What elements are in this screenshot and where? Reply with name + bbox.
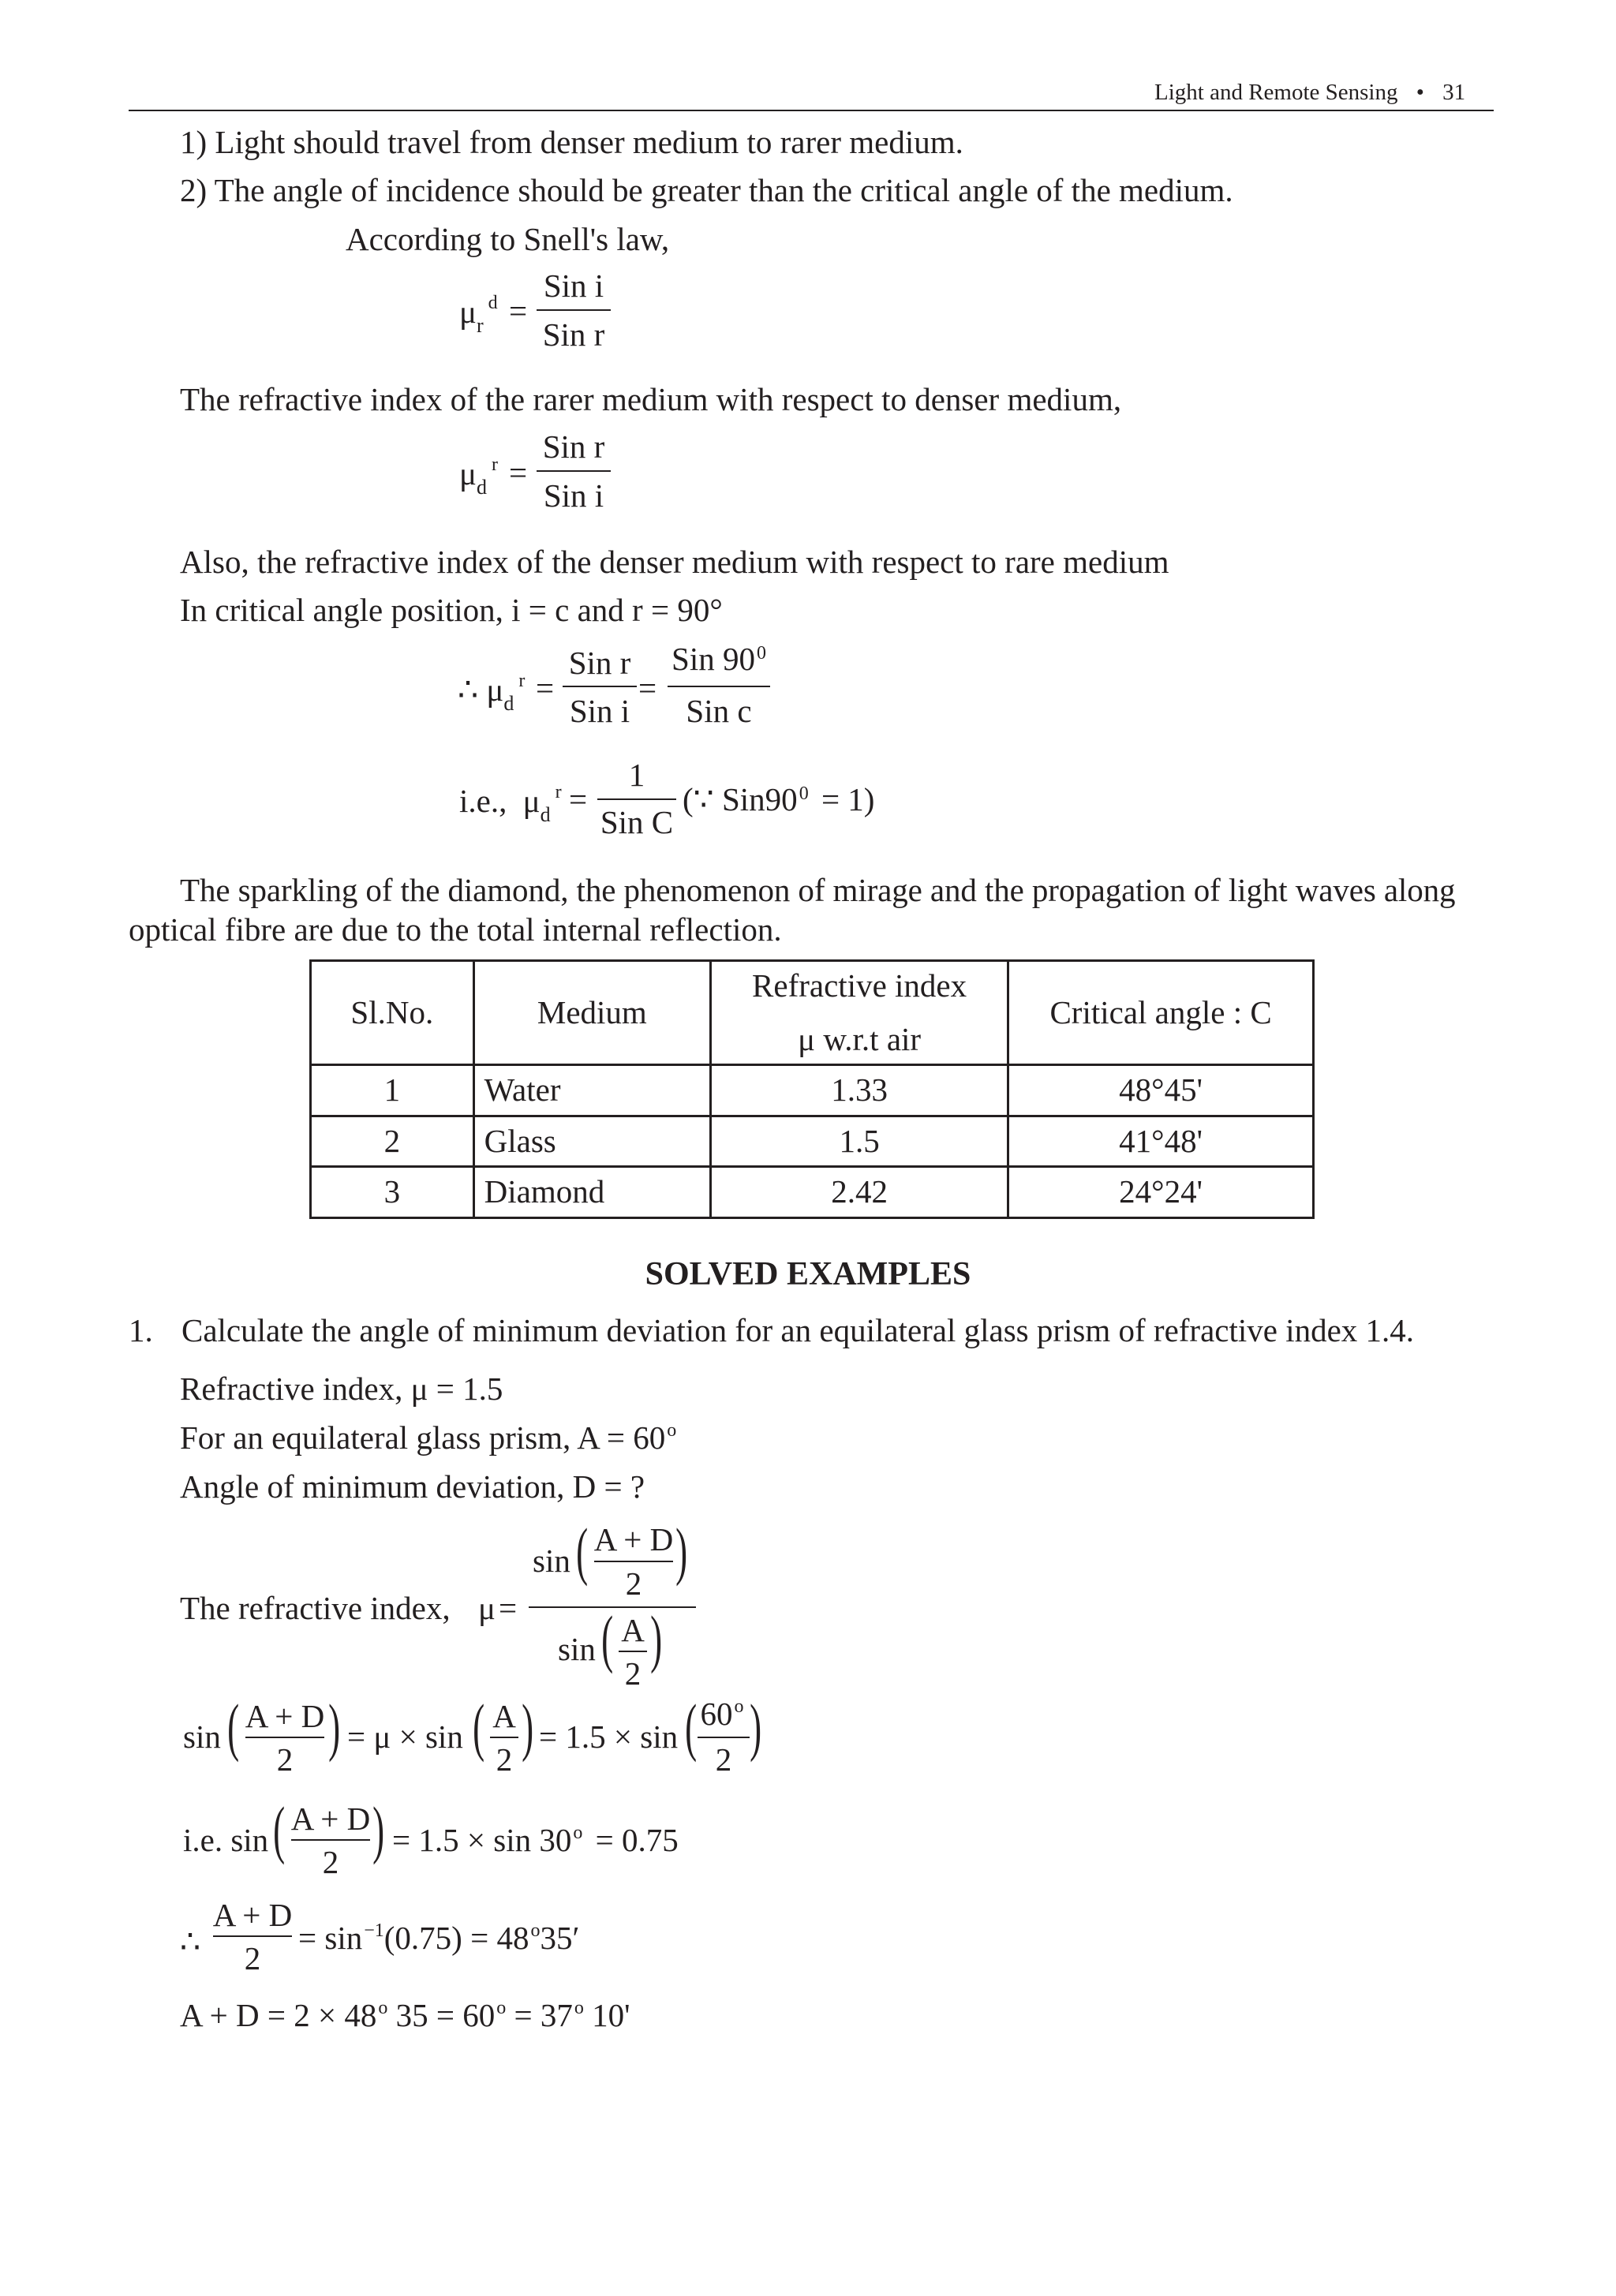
step1-bar-1 [245,1737,324,1738]
formula-num-bar [594,1561,673,1562]
refractive-index-table [309,959,1315,1219]
eq3-denominator-1: Sin i [569,693,630,729]
step3-bar [213,1935,292,1937]
step1-rparen-3: ) [750,1691,762,1763]
step2-deg: o [573,1823,583,1843]
step3-deg: o [530,1920,541,1941]
snell-intro: According to Snell's law, [346,221,670,257]
given-prism-angle [180,1419,677,1456]
formula-den-rparen: ) [650,1602,663,1674]
eq3-equals-1: = [536,670,555,706]
eq4-numerator: 1 [628,757,645,793]
step2-rhs-a: = 1.5 × sin 30 [392,1822,572,1858]
step3-inv: −1 [364,1920,384,1941]
cell-medium: Glass [473,1116,710,1167]
eq3-fraction-bar-2 [668,686,770,687]
header-sl-no: Sl.No. [311,961,474,1065]
eq3-sup: r [518,671,526,691]
eq4-mu: μ [522,783,541,819]
step2-two: 2 [322,1844,339,1880]
step1-sixty-text: 60 [700,1696,733,1732]
sparkling-text-line1: The sparkling of the diamond, the phenomenon of mirage and the propagation of light waves along [180,872,1456,908]
also-text: Also, the refractive index of the denser medium with respect to rare medium [180,544,1169,580]
sparkling-text-line2: optical fibre are due to the total internal reflection. [129,911,782,948]
table-header-row [311,961,1314,1065]
formula-den-sin: sin [558,1631,596,1667]
step3-rhs-b: (0.75) = 48 [383,1920,529,1956]
table-row [311,1167,1314,1218]
eq4-note-sup: 0 [799,783,809,804]
step1-two-1: 2 [276,1741,294,1778]
formula-den-bar [619,1651,647,1652]
step1-bar-3 [698,1737,750,1738]
step1-lparen-3: ( [685,1691,698,1763]
critical-position-text: In critical angle position, i = c and r = 90° [180,592,723,628]
step1-sixty-deg: o [734,1696,744,1717]
step1-apd: A + D [245,1698,325,1734]
cell-angle: 48°45' [1008,1065,1314,1116]
formula-num-rparen: ) [675,1515,688,1587]
step3-therefore: ∴ [180,1924,201,1960]
final-result [180,1999,630,2032]
eq1-sub: r [476,314,484,337]
eq3-num2-sup: 0 [756,643,766,664]
running-title: Light and Remote Sensing [1154,80,1398,105]
step1-bar-2 [490,1737,518,1738]
eq2-sub: d [476,476,487,499]
cell-sl: 1 [311,1065,474,1116]
step1-rparen-2: ) [522,1691,534,1763]
eq3-therefore: ∴ [458,671,479,708]
eq4-note [683,783,874,816]
step2-rparen: ) [372,1793,385,1865]
step3-apd: A + D [212,1897,293,1933]
cell-medium: Water [473,1065,710,1116]
step2-prefix: i.e. sin [183,1822,269,1858]
eq1-mu: μ [459,294,477,330]
header-rule [129,110,1494,111]
step1-lparen-1: ( [227,1691,240,1763]
cell-angle: 24°24' [1008,1167,1314,1218]
eq3-equals-2: = [638,670,657,706]
eq4-note-open: (∵ Sin90 [683,781,798,817]
eq3-num2-text: Sin 90 [671,641,755,677]
eq2-numerator: Sin r [542,428,605,465]
formula-num-apd: A + D [593,1521,674,1557]
final-o2: o [496,1998,507,2018]
eq4-equals: = [569,781,588,817]
formula-mu: μ [478,1590,496,1626]
step1-two-3: 2 [715,1741,732,1778]
condition-1: 1) Light should travel from denser medium to rarer medium. [180,124,963,160]
eq3-sub: d [503,692,514,715]
eq3-numerator-1: Sin r [568,645,631,681]
running-header [1154,81,1465,104]
eq4-denominator: Sin C [600,804,674,840]
step1-15-sin: = 1.5 × sin [539,1718,679,1755]
final-d: 10' [583,1997,630,2033]
table-row [311,1065,1314,1116]
eq4-sup: r [555,782,562,802]
given-deviation: Angle of minimum deviation, D = ? [180,1468,645,1505]
header-ri-line2: μ w.r.t air [798,1020,922,1057]
header-ri-line1: Refractive index [752,967,967,1004]
step2-rhs-b: = 0.75 [595,1822,679,1858]
cell-medium: Diamond [473,1167,710,1218]
cell-ri: 2.42 [711,1167,1008,1218]
formula-num-sin: sin [533,1543,570,1579]
rare-medium-text: The refractive index of the rarer medium with respect to denser medium, [180,381,1122,417]
formula-den-lparen: ( [601,1602,614,1674]
step2-apd: A + D [290,1801,371,1837]
step3-rhs-a: = sin [298,1920,363,1956]
eq1-sup: d [488,293,498,313]
step2-bar [291,1839,370,1841]
cell-angle: 41°48' [1008,1116,1314,1167]
eq2-equals: = [509,454,528,491]
cell-ri: 1.33 [711,1065,1008,1116]
eq1-fraction-bar [537,309,611,311]
step3-rhs [298,1922,579,1954]
final-b: 35 = 60 [387,1997,496,2033]
solved-examples-heading: SOLVED EXAMPLES [645,1256,971,1292]
step2-rhs [392,1824,679,1857]
eq4-prefix: i.e., [459,783,507,819]
step1-two-2: 2 [496,1741,513,1778]
eq3-numerator-2 [668,643,770,675]
final-c: = 37 [506,1997,573,2033]
condition-2: 2) The angle of incidence should be greater than the critical angle of the medium. [180,172,1233,208]
formula-num-lparen: ( [576,1515,589,1587]
formula-label: The refractive index, [180,1590,451,1626]
step1-rparen-1: ) [328,1691,341,1763]
example-number: 1. [129,1312,153,1348]
final-a: A + D = 2 × 48 [180,1997,377,2033]
header-critical-angle: Critical angle : C [1008,961,1314,1065]
eq3-fraction-bar-1 [563,686,637,687]
step1-lparen-2: ( [473,1691,485,1763]
page-number: 31 [1442,80,1466,105]
eq3-mu: μ [486,671,504,708]
cell-sl: 3 [311,1167,474,1218]
given-prism-text: For an equilateral glass prism, A = 60 [180,1419,666,1456]
eq2-mu: μ [459,455,477,492]
step1-mu-sin: = μ × sin [347,1718,463,1755]
step1-a: A [492,1698,516,1734]
formula-den-a: A [621,1612,645,1648]
step2-lparen: ( [273,1793,286,1865]
eq2-denominator: Sin i [543,477,604,514]
formula-num-two: 2 [625,1565,642,1602]
cell-sl: 2 [311,1116,474,1167]
header-medium: Medium [473,961,710,1065]
eq1-equals: = [509,293,528,329]
table-row [311,1116,1314,1167]
step3-rhs-c: 35′ [540,1920,580,1956]
formula-den-two: 2 [624,1655,642,1692]
eq4-sub: d [540,803,551,826]
eq3-denominator-2: Sin c [686,693,752,729]
given-refractive-index: Refractive index, μ = 1.5 [180,1370,503,1407]
eq1-numerator: Sin i [543,267,604,304]
formula-equals: = [499,1590,518,1626]
step1-sixty [699,1698,745,1730]
final-o3: o [574,1998,584,2018]
eq4-note-close: = 1) [821,781,875,817]
example-question: Calculate the angle of minimum deviation for an equilateral glass prism of refractive index 1.4. [181,1312,1415,1348]
header-bullet: • [1416,80,1424,105]
cell-ri: 1.5 [711,1116,1008,1167]
step1-sin: sin [183,1718,221,1755]
eq2-fraction-bar [537,470,611,472]
step3-two: 2 [244,1940,261,1976]
header-refractive-index [711,961,1008,1065]
eq1-denominator: Sin r [542,316,605,353]
final-o1: o [378,1998,388,2018]
eq2-sup: r [491,454,498,475]
eq4-fraction-bar [597,798,676,800]
given-prism-deg: o [667,1420,677,1441]
